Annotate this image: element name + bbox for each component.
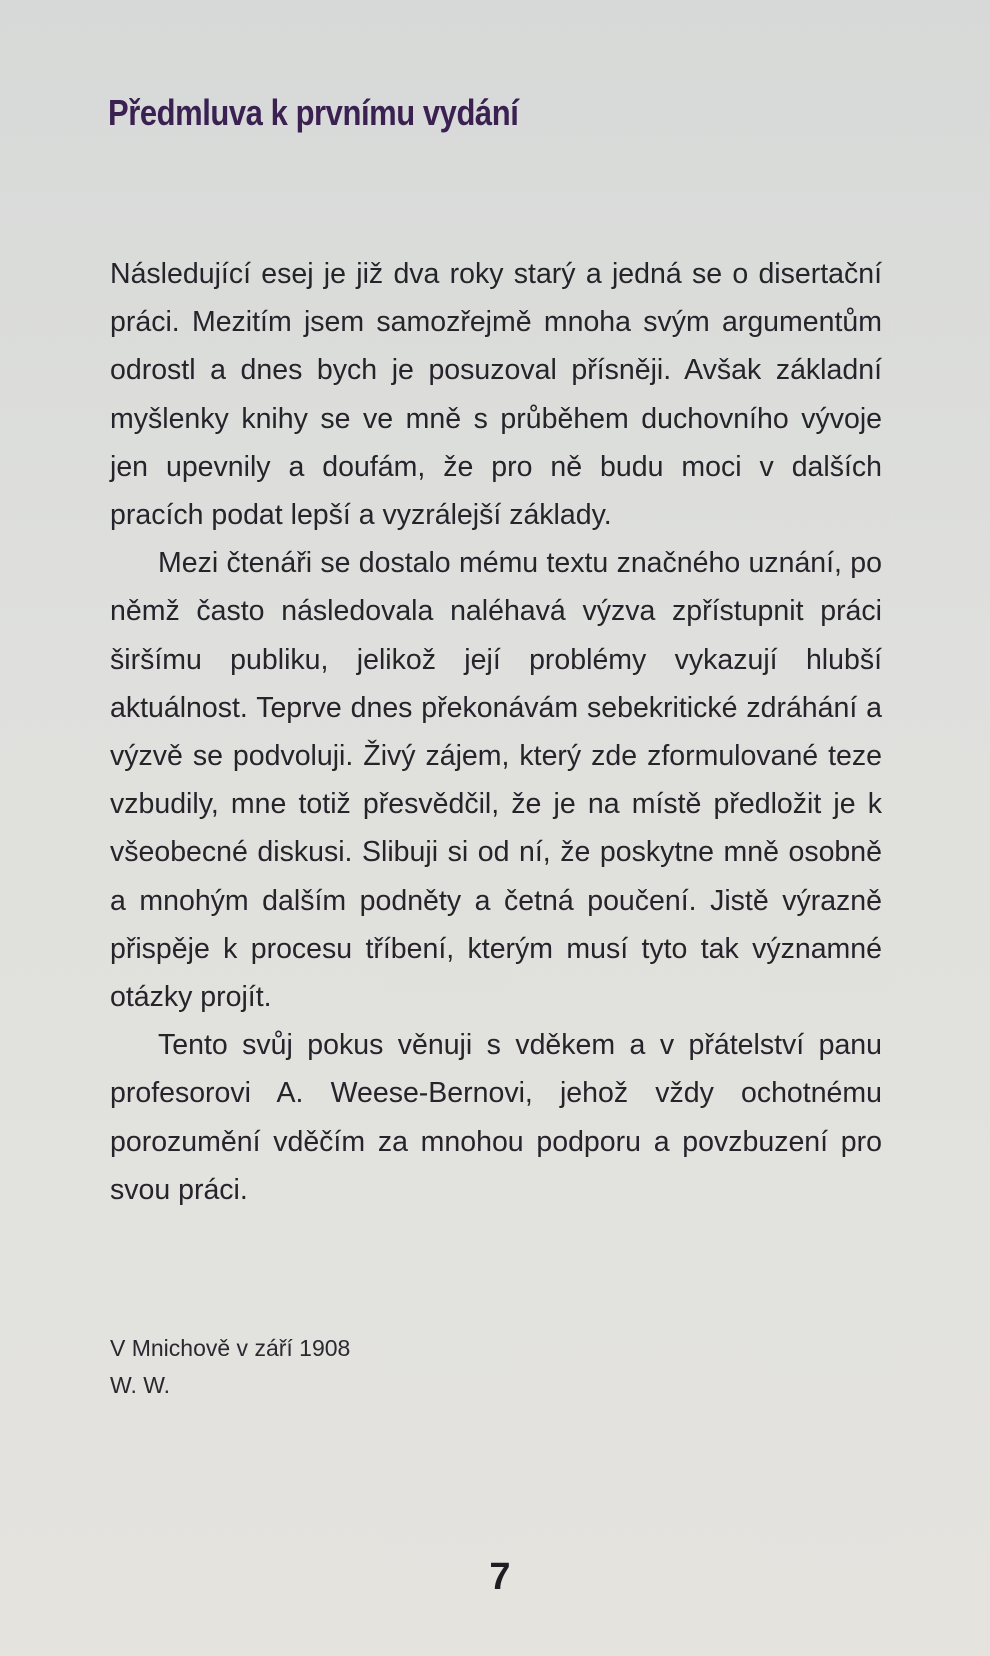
place-date: V Mnichově v září 1908: [110, 1335, 351, 1361]
author-initials: W. W.: [110, 1372, 171, 1398]
page-number: 7: [489, 1556, 511, 1598]
page-heading: Předmluva k prvnímu vydání: [108, 92, 519, 133]
signature-block: [110, 1330, 350, 1404]
paragraph-1: Následující esej je již dva roky starý a jedná se o disertační práci. Mezitím jsem samozřejmě mnoha svým argumentům odrostl a dnes bych je posuzoval přísněji. Avšak základní myšlenky knihy se ve mně s průběhem duchovního vývoje jen upevnily a doufám, že pro ně budu moci v dalších pracích podat lepší a vyzrálejší základy.: [110, 258, 882, 532]
paragraph-3: Tento svůj pokus věnuji s vděkem a v přátelství panu profesorovi A. Weese-Bernovi, jehož vždy ochotnému porozumění vděčím za mnohou podporu a povzbuzení pro svou práci.: [110, 1029, 882, 1206]
paragraph-2: Mezi čtenáři se dostalo mému textu značného uznání, po němž často následovala naléhavá výzva zpřístupnit práci širšímu publiku, jelikož její problémy vykazují hlubší aktuálnost. Teprve dnes překonávám sebekritické zdráhání a výzvě se podvoluji. Živý zájem, který zde zformulované teze vzbudily, mne totiž přesvědčil, že je na místě předložit je k všeobecné diskusi. Slibuji si od ní, že poskytne mně osobně a mnohým dalším podněty a četná poučení. Jistě výrazně přispěje k procesu tříbení, kterým musí tyto tak významné otázky projít.: [110, 547, 882, 1014]
body-text: [110, 250, 882, 1214]
